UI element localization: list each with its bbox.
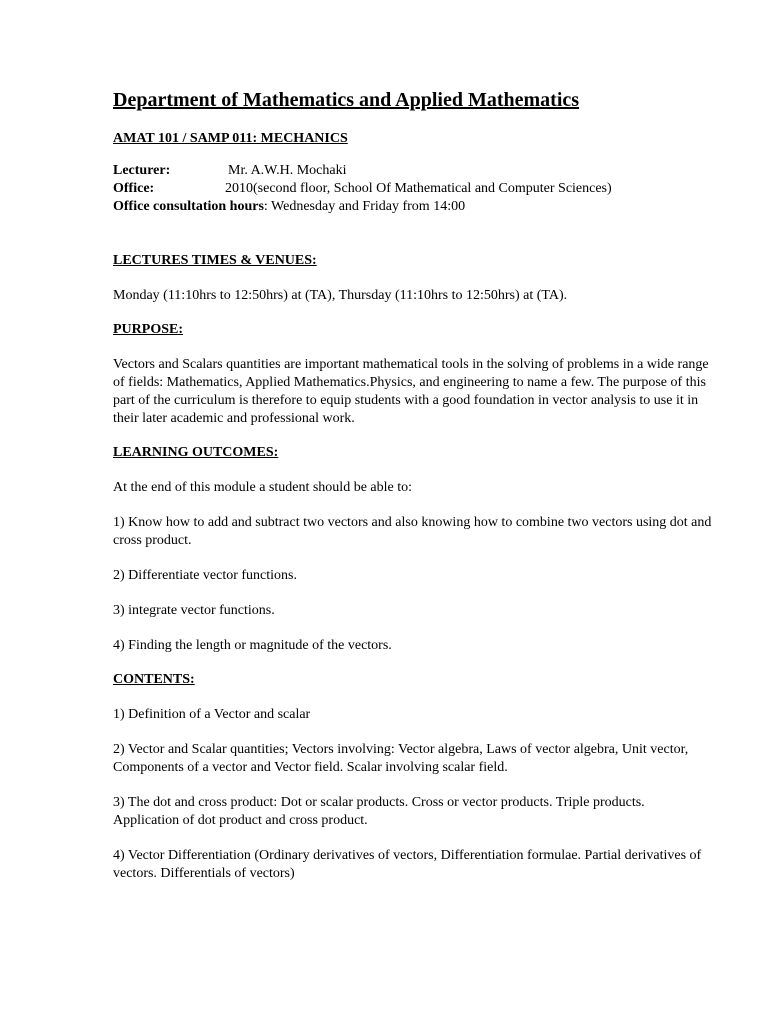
- learning-outcomes-intro: At the end of this module a student should be able to:: [113, 480, 413, 495]
- contents-item: 1) Definition of a Vector and scalar: [113, 707, 311, 722]
- learning-outcome-item: 2) Differentiate vector functions.: [113, 568, 298, 583]
- lectures-heading: LECTURES TIMES & VENUES:: [113, 253, 317, 268]
- course-code-heading: AMAT 101 / SAMP 011: MECHANICS: [113, 131, 348, 146]
- learning-outcome-item: 3) integrate vector functions.: [113, 603, 275, 618]
- learning-outcome-item: 1) Know how to add and subtract two vectors and also knowing how to combine two vectors using dot and cross product.: [113, 515, 712, 548]
- learning-outcome-item: 4) Finding the length or magnitude of the vectors.: [113, 638, 392, 653]
- purpose-heading: PURPOSE:: [113, 322, 183, 337]
- consultation-value: : Wednesday and Friday from 14:00: [263, 199, 466, 214]
- office-label: Office:: [113, 181, 155, 196]
- office-row: [113, 180, 713, 198]
- page-title: Department of Mathematics and Applied Mathematics: [113, 89, 580, 111]
- contents-heading: CONTENTS:: [113, 672, 195, 687]
- contents-item: 2) Vector and Scalar quantities; Vectors involving: Vector algebra, Laws of vector algebra, Unit vector, Components of a vector and Vector field. Scalar involving scalar field.: [113, 742, 689, 775]
- document-page: [113, 88, 713, 883]
- learning-outcomes-heading: LEARNING OUTCOMES:: [113, 445, 279, 460]
- purpose-text: Vectors and Scalars quantities are important mathematical tools in the solving of problems in a wide range of fields: Mathematics, Applied Mathematics.Physics, and engineering to name a few. The purpose of this part of the curriculum is therefore to equip students with a good foundation in vector analysis to use it in their later academic and professional work.: [113, 357, 709, 426]
- contents-item: 4) Vector Differentiation (Ordinary derivatives of vectors, Differentiation formulae. Partial derivatives of vectors. Differentials of vectors): [113, 848, 702, 881]
- office-value: 2010(second floor, School Of Mathematical and Computer Sciences): [225, 181, 612, 196]
- lecturer-value: Mr. A.W.H. Mochaki: [228, 163, 347, 178]
- consultation-label: Office consultation hours: [113, 199, 264, 214]
- lecturer-label: Lecturer:: [113, 163, 171, 178]
- contents-item: 3) The dot and cross product: Dot or scalar products. Cross or vector products. Triple products. Application of dot product and cross product.: [113, 795, 645, 828]
- lectures-text: Monday (11:10hrs to 12:50hrs) at (TA), Thursday (11:10hrs to 12:50hrs) at (TA).: [113, 288, 568, 303]
- lecturer-info-block: [113, 162, 713, 216]
- consultation-row: [113, 198, 713, 216]
- lecturer-row: [113, 162, 713, 180]
